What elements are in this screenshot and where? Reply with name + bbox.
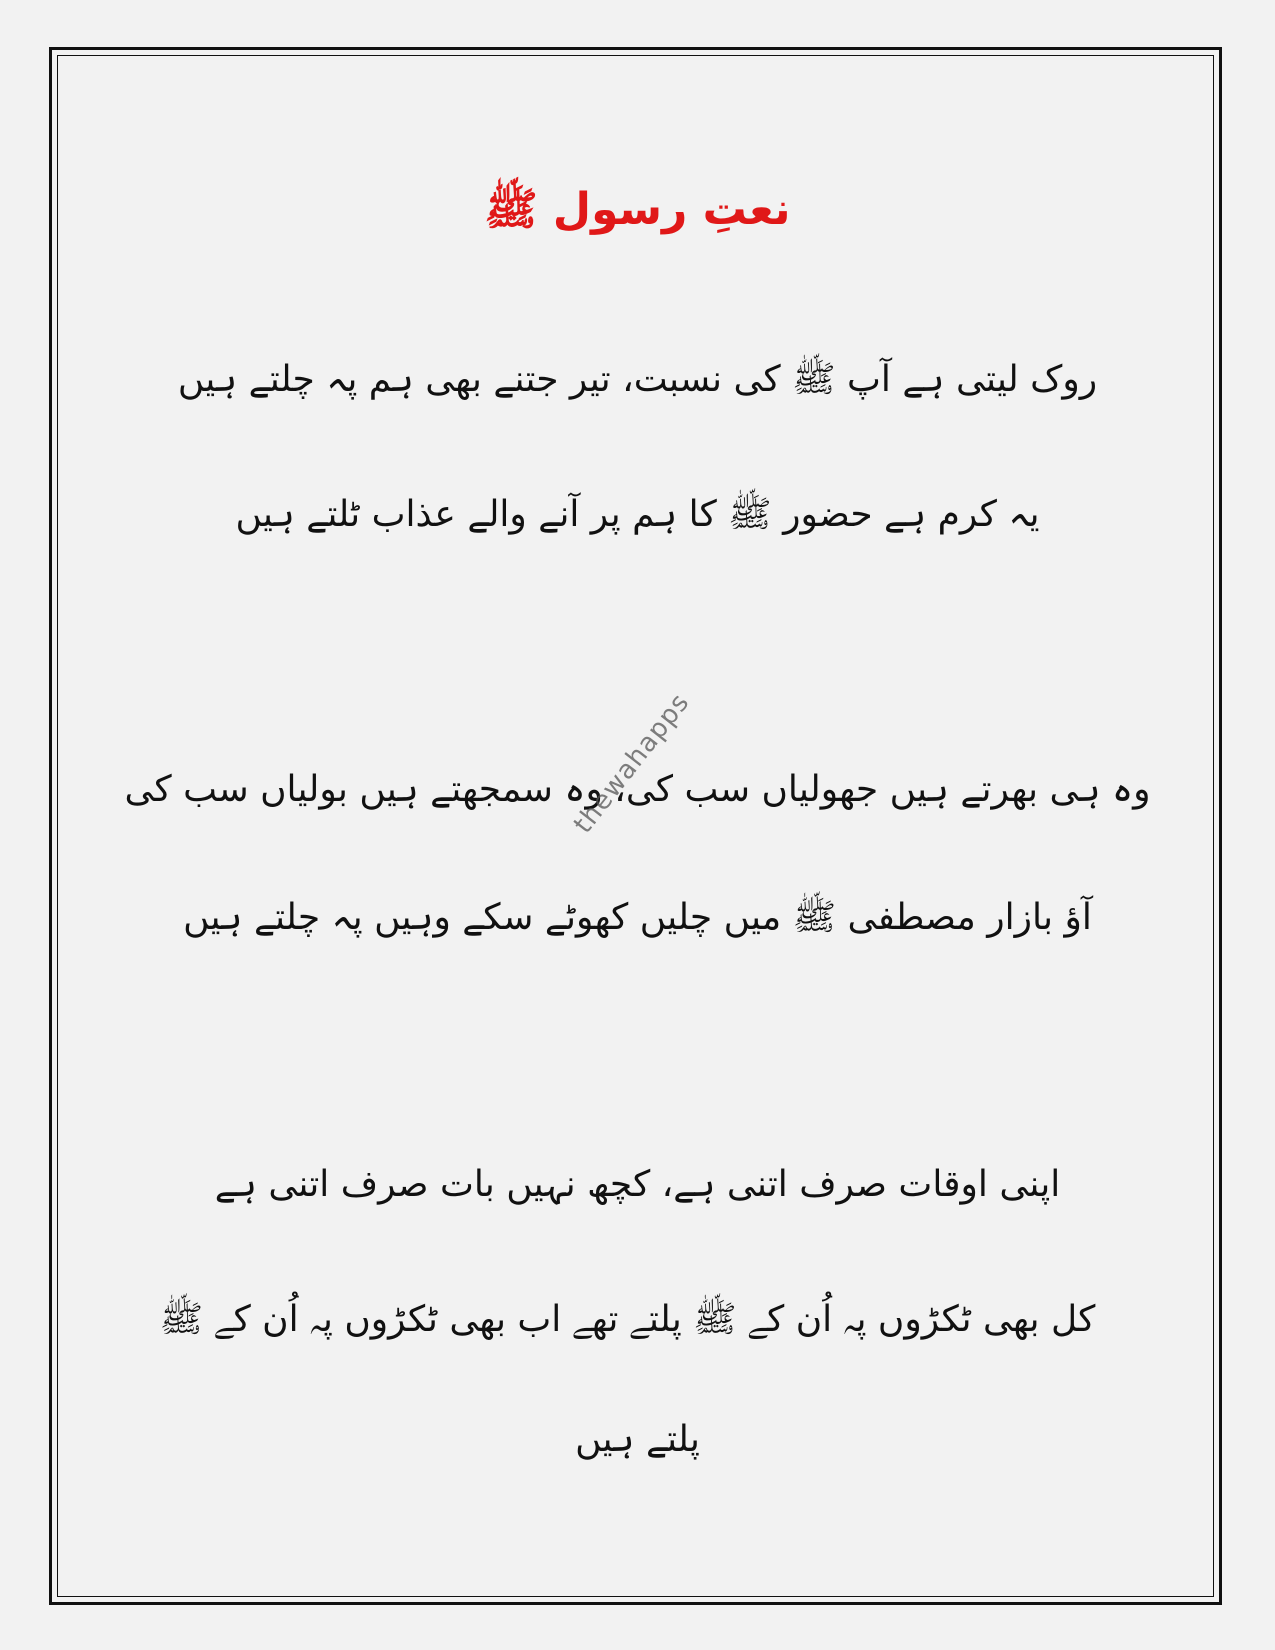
stanza-2-line-1: وہ ہی بھرتے ہیں جھولیاں سب کی، وہ سمجھتے ہیں بولیاں سب کی [124, 769, 1151, 810]
watermark-text: thewahapps [568, 687, 696, 840]
page-border-inner [57, 55, 1214, 1597]
stanza-3-line-2: کل بھی ٹکڑوں پہ اُن کے ﷺ پلتے تھے اب بھی ٹکڑوں پہ اُن کے ﷺ [159, 1299, 1096, 1340]
stanza-2-line-2: آؤ بازار مصطفی ﷺ میں چلیں کھوٹے سکے وہیں پہ چلتے ہیں [183, 897, 1092, 938]
stanza-1-line-1: روک لیتی ہے آپ ﷺ کی نسبت، تیر جتنے بھی ہم پہ چلتے ہیں [177, 359, 1098, 400]
naat-title: نعتِ رسول ﷺ [484, 184, 791, 235]
stanza-1-line-2: یہ کرم ہے حضور ﷺ کا ہم پر آنے والے عذاب ٹلتے ہیں [235, 494, 1040, 535]
stanza-3-line-1: اپنی اوقات صرف اتنی ہے، کچھ نہیں بات صرف اتنی ہے [214, 1164, 1061, 1205]
stanza-3-line-3: پلتے ہیں [575, 1419, 700, 1460]
